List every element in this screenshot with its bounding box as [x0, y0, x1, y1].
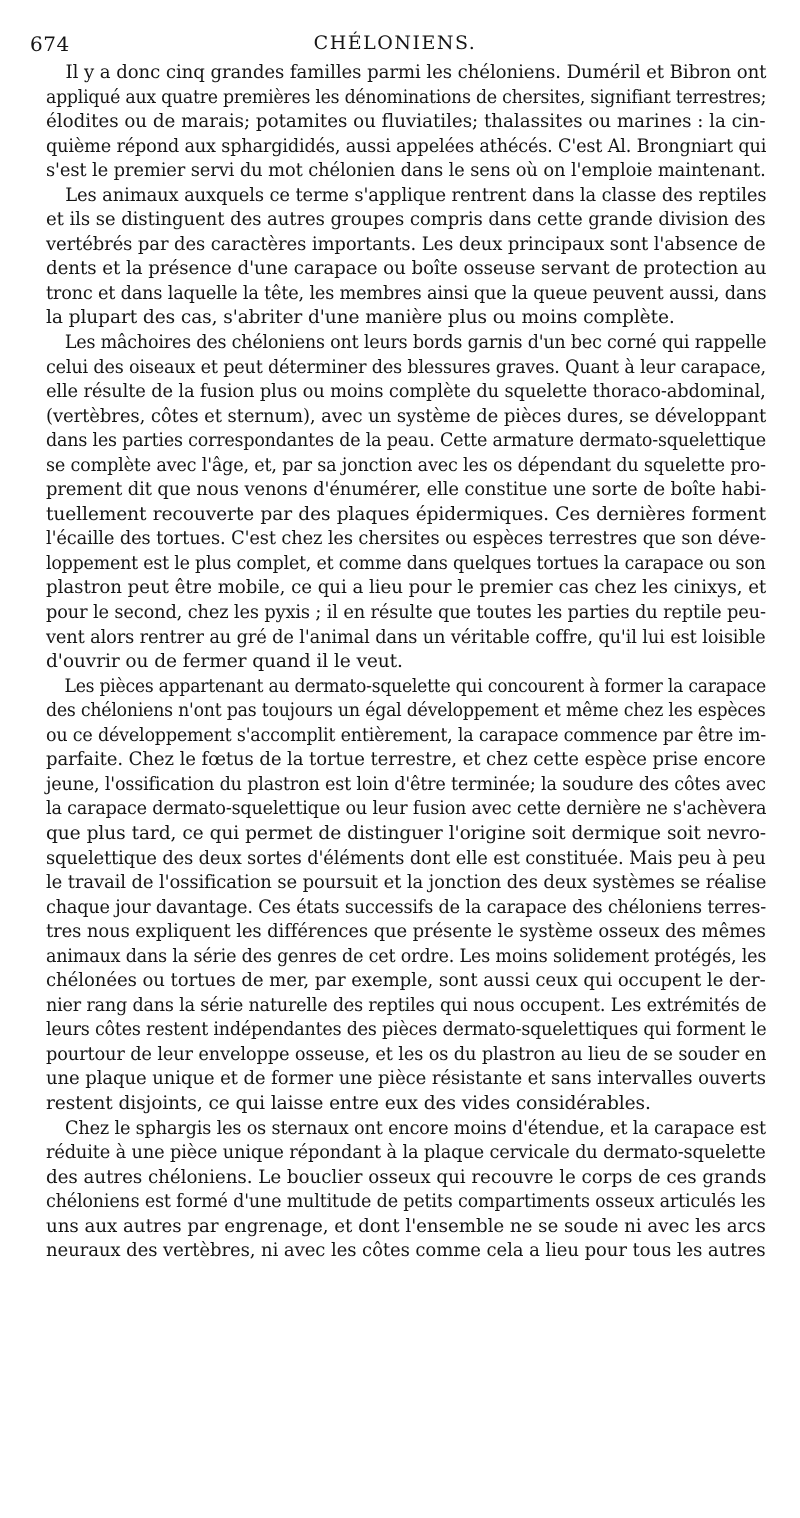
- text-line: pour le second, chez les pyxis ; il en résulte que toutes les parties du reptile peu-: [46, 602, 766, 624]
- text-line: uns aux autres par engrenage, et dont l'ensemble ne se soude ni avec les arcs: [46, 1215, 766, 1237]
- text-line: vertébrés par des caractères importants. Les deux principaux sont l'absence de: [46, 233, 766, 255]
- text-line: Il y a donc cinq grandes familles parmi les chéloniens. Duméril et Bibron ont: [65, 62, 767, 83]
- text-line: jeune, l'ossification du plastron est loin d'être terminée; la soudure des côtes avec: [46, 773, 766, 795]
- paragraph: [46, 675, 766, 1117]
- text-line: neuraux des vertèbres, ni avec les côtes comme cela a lieu pour tous les autres: [46, 1240, 766, 1262]
- text-line: nier rang dans la série naturelle des reptiles qui nous occupent. Les extrémités de: [46, 994, 767, 1016]
- text-line: tronc et dans laquelle la tête, les membres ainsi que la queue peuvent aussi, dans: [46, 282, 767, 304]
- paragraph: [46, 61, 766, 184]
- text-line: prement dit que nous venons d'énumérer, elle constitue une sorte de boîte habi-: [46, 479, 767, 501]
- text-line: Les animaux auxquels ce terme s'applique rentrent dans la classe des reptiles: [65, 184, 767, 206]
- text-line: (vertèbres, côtes et sternum), avec un système de pièces dures, se développant: [46, 405, 767, 427]
- text-line: l'écaille des tortues. C'est chez les chersites ou espèces terrestres que son déve-: [46, 528, 766, 550]
- text-line: des chéloniens n'ont pas toujours un égal développement et même chez les espèces: [46, 700, 766, 722]
- paragraph: [46, 331, 766, 675]
- text-line: quième répond aux sphargididés, aussi appelées athécés. C'est Al. Brongniart qui: [46, 135, 767, 157]
- paragraph: [46, 184, 766, 331]
- text-line: elle résulte de la fusion plus ou moins complète du squelette thoraco-abdominal,: [46, 381, 766, 403]
- text-line: pourtour de leur enveloppe osseuse, et les os du plastron au lieu de se souder en: [46, 1043, 767, 1065]
- text-line: Les mâchoires des chéloniens ont leurs bords garnis d'un bec corné qui rappelle: [64, 332, 767, 354]
- text-line: Les pièces appartenant au dermato-squelette qui concourent à former la carapace: [64, 675, 766, 697]
- text-line: chélonées ou tortues de mer, par exemple, sont aussi ceux qui occupent le der-: [46, 970, 766, 992]
- running-title: CHÉLONIENS.: [313, 32, 477, 54]
- text-line: chaque jour davantage. Ces états successifs de la carapace des chéloniens terres-: [46, 896, 767, 918]
- text-line: animaux dans la série des genres de cet ordre. Les moins solidement protégés, les: [46, 945, 767, 967]
- text-line: une plaque unique et de former une pièce résistante et sans intervalles ouverts: [46, 1068, 766, 1090]
- running-head: [30, 32, 760, 58]
- text-line: plastron peut être mobile, ce qui a lieu pour le premier cas chez les cinixys, et: [46, 577, 767, 599]
- text-line: d'ouvrir ou de fermer quand il le veut.: [46, 651, 403, 673]
- text-line: la plupart des cas, s'abriter d'une manière plus ou moins complète.: [46, 307, 675, 329]
- text-line: le travail de l'ossification se poursuit et la jonction des deux systèmes se réalise: [46, 872, 767, 894]
- text-line: tres nous expliquent les différences que présente le système osseux des mêmes: [46, 921, 766, 943]
- text-line: squelettique des deux sortes d'éléments dont elle est constituée. Mais peu à peu: [46, 847, 766, 869]
- text-line: tuellement recouverte par des plaques épidermiques. Ces dernières forment: [46, 503, 766, 525]
- text-line: se complète avec l'âge, et, par sa jonction avec les os dépendant du squelette pro-: [46, 454, 766, 476]
- paragraph: [46, 1117, 766, 1264]
- text-line: des autres chéloniens. Le bouclier osseux qui recouvre le corps de ces grands: [46, 1166, 767, 1188]
- text-line: la carapace dermato-squelettique ou leur fusion avec cette dernière ne s'achèvera: [46, 798, 767, 820]
- text-line: réduite à une pièce unique répondant à la plaque cervicale du dermato-squelette: [46, 1142, 766, 1164]
- text-line: ou ce développement s'accomplit entièrement, la carapace commence par être im-: [46, 724, 766, 746]
- text-line: restent disjoints, ce qui laisse entre eux des vides considérables.: [46, 1092, 651, 1114]
- text-line: celui des oiseaux et peut déterminer des blessures graves. Quant à leur carapace,: [46, 356, 766, 378]
- body-text: [46, 61, 766, 1264]
- text-line: dents et la présence d'une carapace ou boîte osseuse servant de protection au: [46, 258, 767, 280]
- text-line: dans les parties correspondantes de la peau. Cette armature dermato-squelettique: [46, 430, 766, 452]
- text-line: chéloniens est formé d'une multitude de petits compartiments osseux articulés les: [46, 1191, 766, 1213]
- text-line: appliqué aux quatre premières les dénominations de chersites, signifiant terrestres;: [46, 86, 767, 108]
- text-line: loppement est le plus complet, et comme dans quelques tortues la carapace ou son: [46, 552, 766, 574]
- text-line: et ils se distinguent des autres groupes compris dans cette grande division des: [46, 209, 766, 231]
- text-line: que plus tard, ce qui permet de distinguer l'origine soit dermique soit nevro-: [46, 822, 766, 844]
- text-line: élodites ou de marais; potamites ou fluviatiles; thalassites ou marines : la cin-: [46, 111, 766, 133]
- text-line: Chez le sphargis les os sternaux ont encore moins d'étendue, et la carapace est: [64, 1117, 766, 1139]
- text-line: leurs côtes restent indépendantes des pièces dermato-squelettiques qui forment le: [46, 1019, 767, 1041]
- text-line: parfaite. Chez le fœtus de la tortue terrestre, et chez cette espèce prise encore: [46, 749, 766, 771]
- text-line: s'est le premier servi du mot chélonien dans le sens où on l'emploie maintenant.: [46, 160, 766, 182]
- text-line: vent alors rentrer au gré de l'animal dans un véritable coffre, qu'il lui est loisible: [46, 626, 766, 648]
- page-number: 674: [30, 32, 70, 56]
